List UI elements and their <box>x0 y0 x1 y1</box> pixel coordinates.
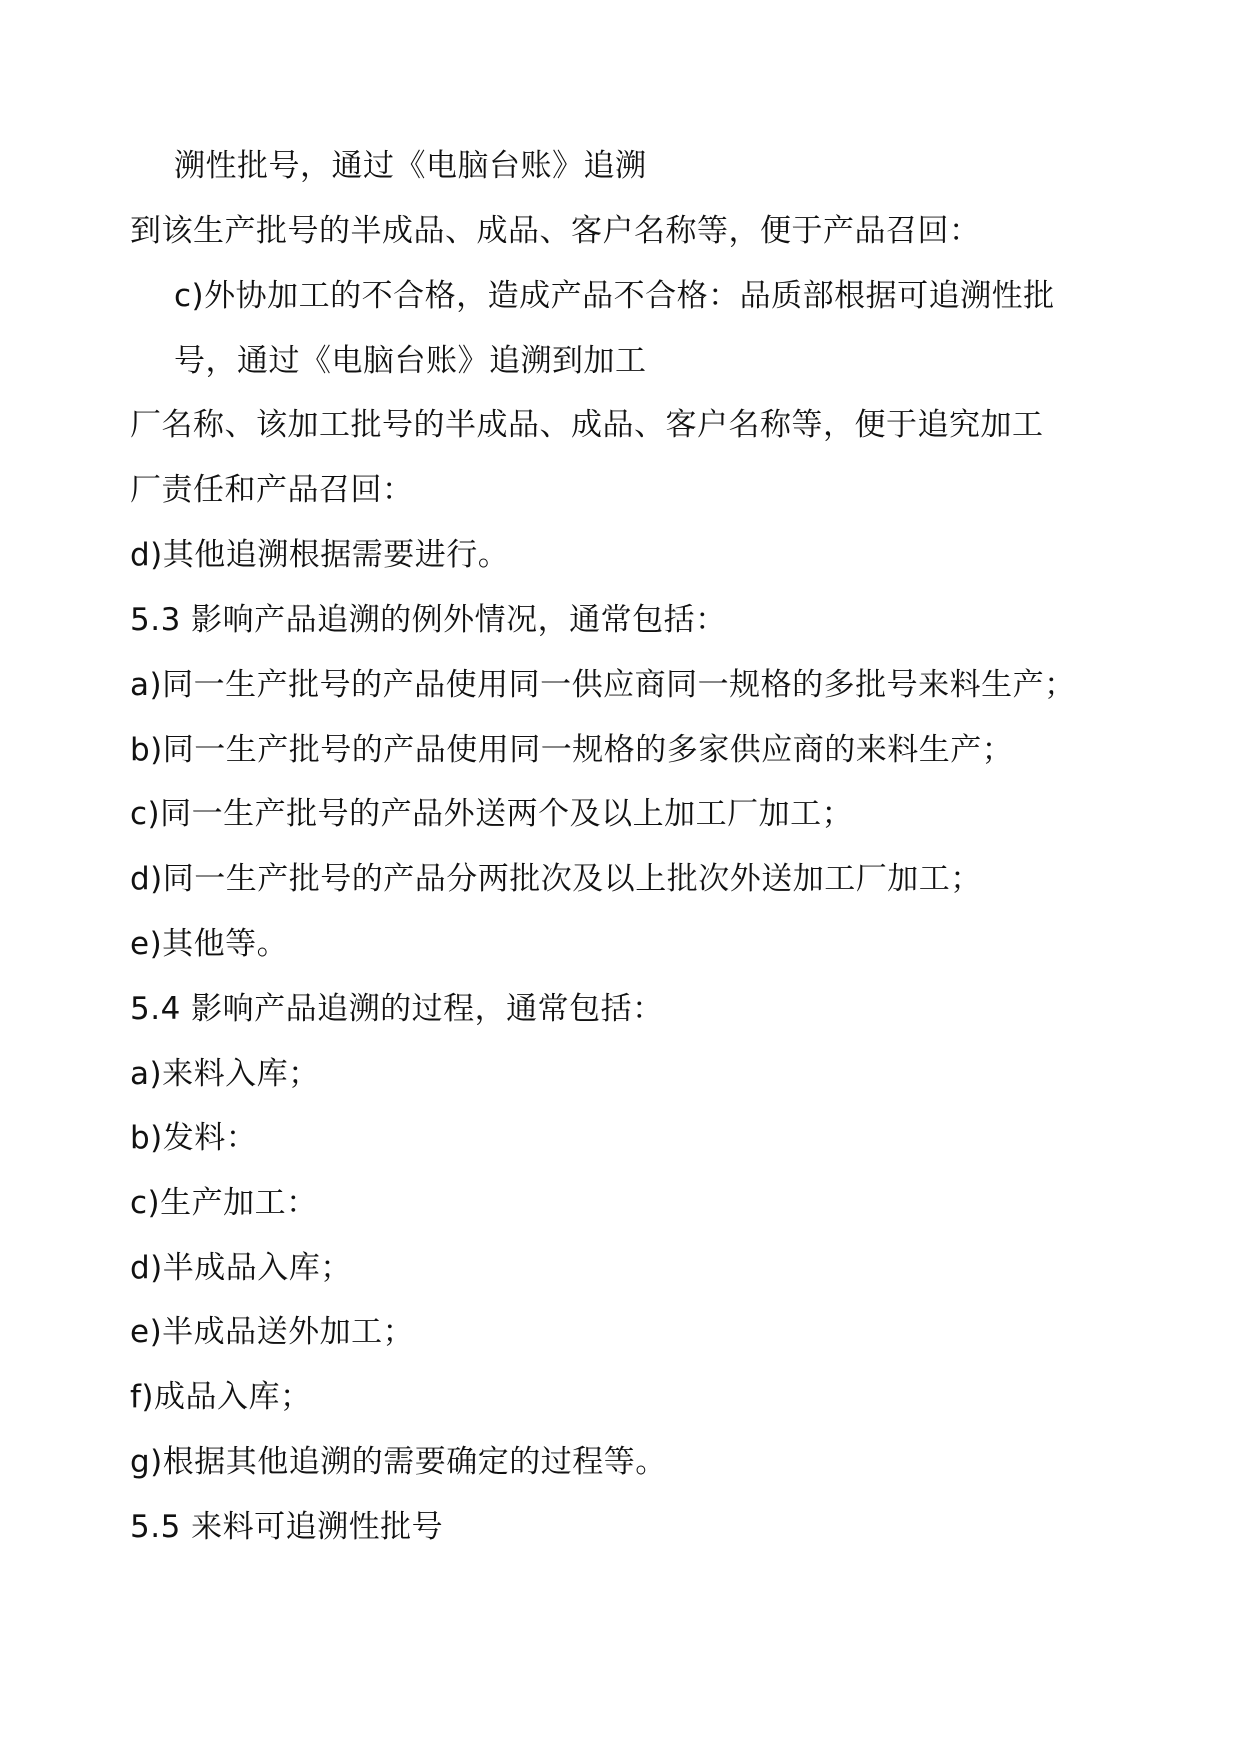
list-item: d)半成品入库； <box>130 1250 352 1286</box>
list-item: c)生产加工： <box>130 1185 318 1221</box>
text-line: 溯性批号，通过《电脑台账》追溯 <box>174 148 647 184</box>
list-item: b)发料： <box>130 1120 258 1156</box>
section-heading: 5.4 影响产品追溯的过程，通常包括： <box>130 991 664 1027</box>
list-item: e)半成品送外加工； <box>130 1314 415 1350</box>
text-line: c)外协加工的不合格，造成产品不合格：品质部根据可追溯性批 <box>174 278 1055 314</box>
list-item: f)成品入库； <box>130 1379 312 1415</box>
text-line: d)其他追溯根据需要进行。 <box>130 537 510 573</box>
list-item: c)同一生产批号的产品外送两个及以上加工厂加工； <box>130 796 854 832</box>
section-heading: 5.3 影响产品追溯的例外情况，通常包括： <box>130 602 727 638</box>
text-line: 到该生产批号的半成品、成品、客户名称等，便于产品召回： <box>130 213 981 249</box>
text-line: 厂名称、该加工批号的半成品、成品、客户名称等，便于追究加工 <box>130 407 1044 443</box>
list-item: a)同一生产批号的产品使用同一供应商同一规格的多批号来料生产； <box>130 667 1076 703</box>
list-item: g)根据其他追溯的需要确定的过程等。 <box>130 1444 667 1480</box>
list-item: b)同一生产批号的产品使用同一规格的多家供应商的来料生产； <box>130 732 1014 768</box>
list-item: a)来料入库； <box>130 1056 320 1092</box>
list-item: d)同一生产批号的产品分两批次及以上批次外送加工厂加工； <box>130 861 982 897</box>
text-line: 号，通过《电脑台账》追溯到加工 <box>174 343 647 379</box>
section-heading: 5.5 来料可追溯性批号 <box>130 1509 444 1545</box>
list-item: e)其他等。 <box>130 926 289 962</box>
text-line: 厂责任和产品召回： <box>130 472 414 508</box>
